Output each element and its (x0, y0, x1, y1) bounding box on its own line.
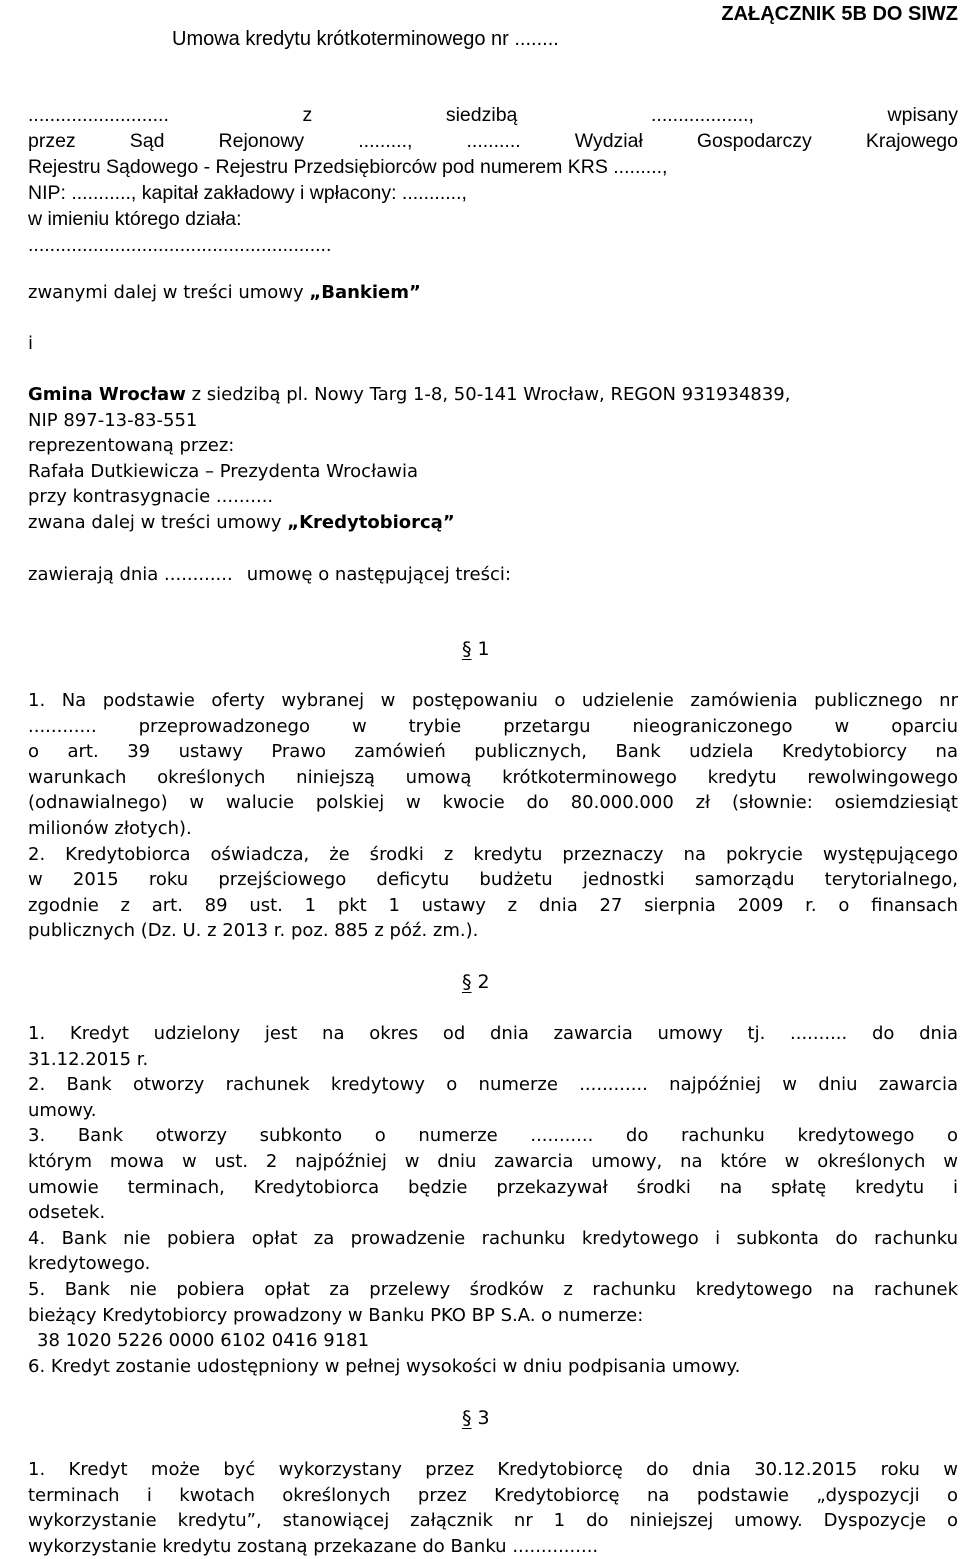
annex-heading: ZAŁĄCZNIK 5B DO SIWZ (721, 3, 958, 25)
item-text: ............ przeprowadzonego w trybie przetargu nieograniczonego w oparciu (28, 715, 958, 737)
section-3-body (28, 1457, 958, 1559)
item-text: Kredyt udzielony jest na okres od dnia zawarcia umowy tj. .......... do dnia (69, 1023, 958, 1044)
item-text: publicznych (Dz. U. z 2013 r. poz. 885 z póź. zm.). (28, 920, 479, 942)
section-heading (462, 970, 490, 994)
item-text: bieżący Kredytobiorcy prowadzony w Banku PKO BP S.A. o numerze: (28, 1304, 644, 1326)
item-text: kredytowego. (28, 1253, 151, 1275)
conclusion-right: umowę o następującej treści: (246, 564, 511, 585)
item-text: Kredyt może być wykorzystany przez Kredytobiorcę do dnia 30.12.2015 roku w (68, 1459, 958, 1480)
account-number: 38 1020 5226 0000 6102 0416 9181 (37, 1330, 370, 1352)
section-heading (462, 637, 490, 661)
list-item (28, 1021, 958, 1072)
list-item (28, 1457, 958, 1559)
section-number: 1 (477, 638, 490, 660)
item-number: 5. (28, 1278, 46, 1300)
item-text: zgodnie z art. 89 ust. 1 pkt 1 ustawy z dnia 27 sierpnia 2009 r. o finansach (28, 894, 958, 916)
item-text: Bank otworzy subkonto o numerze ........... do rachunku kredytowego o (77, 1125, 958, 1147)
section-heading (462, 1406, 490, 1430)
borrower-line: Rafała Dutkiewicza – Prezydenta Wrocławia (28, 460, 418, 482)
item-number: 1. (28, 1023, 46, 1044)
list-item (28, 1072, 958, 1123)
item-text: w 2015 roku przejściowego deficytu budżetu jednostki samorządu terytorialnego, (28, 869, 958, 891)
section-number: 2 (477, 971, 490, 993)
item-number: 4. (28, 1227, 46, 1249)
borrower-line: NIP 897-13-83-551 (28, 409, 198, 431)
bank-line: ........................................................ (28, 234, 332, 256)
item-text: o art. 39 ustawy Prawo zamówień publicznych, Bank udziela Kredytobiorcy na (28, 741, 958, 763)
item-text: Kredyt zostanie udostępniony w pełnej wysokości w dniu podpisania umowy. (50, 1355, 741, 1377)
borrower-name: Gmina Wrocław (28, 384, 186, 405)
bank-line: przez Sąd Rejonowy ........., .......... Wydział Gospodarczy Krajowego (28, 130, 958, 152)
borrower-called-name: „Kredytobiorcą” (287, 511, 455, 533)
item-text: (odnawialnego) w walucie polskiej w kwocie do 80.000.000 zł (słownie: osiemdziesiąt (28, 792, 958, 814)
bank-line: Rejestru Sądowego - Rejestru Przedsiębiorców pod numerem KRS ........., (28, 156, 668, 178)
bank-line: w imieniu którego działa: (28, 208, 242, 230)
item-text: Bank nie pobiera opłat za prowadzenie rachunku kredytowego i subkonta do rachunku (61, 1227, 958, 1249)
bank-line: .......................... z siedzibą .................., wpisany (28, 104, 958, 126)
item-text: wykorzystanie kredytu zostaną przekazane do Banku ............... (28, 1535, 599, 1557)
section-symbol: § (462, 638, 472, 660)
conclusion-left: zawierają dnia ............ (28, 564, 233, 585)
item-text: 31.12.2015 r. (28, 1048, 149, 1070)
bank-party (28, 102, 958, 258)
list-item (28, 1277, 958, 1354)
item-text: Bank nie pobiera opłat za przelewy środków z rachunku kredytowego na rachunek (64, 1278, 958, 1300)
borrower-line: przy kontrasygnacie .......... (28, 486, 274, 508)
item-number: 6. (28, 1355, 46, 1377)
item-text: którym mowa w ust. 2 najpóźniej w dniu zawarcia umowy, na które w określonych w (28, 1150, 958, 1172)
list-item (28, 842, 958, 944)
conjunction: i (28, 333, 34, 354)
item-text: odsetek. (28, 1202, 106, 1224)
item-text: Kredytobiorca oświadcza, że środki z kredytu przeznaczy na pokrycie występującego (65, 843, 958, 865)
item-text: Na podstawie oferty wybranej w postępowaniu o udzielenie zamówienia publicznego nr (61, 690, 958, 711)
item-text: milionów złotych). (28, 817, 192, 839)
item-text: wykorzystanie kredytu”, stanowiącej załącznik nr 1 do niniejszej umowy. Dyspozycje o (28, 1510, 958, 1532)
item-text: terminach i kwotach określonych przez Kredytobiorcę na podstawie „dyspozycji o (28, 1484, 958, 1506)
section-1-body (28, 688, 958, 944)
list-item (28, 1354, 958, 1380)
item-number: 2. (28, 1074, 46, 1096)
borrower-line: z siedzibą pl. Nowy Targ 1-8, 50-141 Wrocław, REGON 931934839, (185, 384, 791, 405)
section-2-body (28, 1021, 958, 1379)
section-symbol: § (462, 971, 472, 993)
bank-called-name: „Bankiem” (309, 282, 421, 303)
list-item (28, 1226, 958, 1277)
section-symbol: § (462, 1407, 472, 1429)
borrower-called-prefix: zwana dalej w treści umowy (28, 511, 288, 533)
contract-title: Umowa kredytu krótkoterminowego nr ........ (172, 28, 559, 50)
item-number: 1. (28, 690, 46, 711)
borrower-party (28, 382, 958, 536)
item-text: umowy. (28, 1099, 97, 1121)
bank-called-prefix: zwanymi dalej w treści umowy (28, 282, 310, 303)
bank-line: NIP: ..........., kapitał zakładowy i wpłacony: ..........., (28, 182, 467, 204)
item-number: 2. (28, 843, 46, 865)
bank-called (28, 280, 958, 306)
item-number: 1. (28, 1459, 46, 1480)
item-text: Bank otworzy rachunek kredytowy o numerze ............ najpóźniej w dniu zawarcia (66, 1074, 958, 1096)
item-text: umowie terminach, Kredytobiorca będzie przekazywał środki na spłatę kredytu i (28, 1176, 958, 1198)
list-item (28, 688, 958, 842)
list-item (28, 1123, 958, 1225)
section-number: 3 (477, 1407, 490, 1429)
borrower-line: reprezentowaną przez: (28, 435, 235, 457)
conclusion (28, 562, 958, 588)
item-text: warunkach określonych niniejszą umową krótkoterminowego kredytu rewolwingowego (28, 766, 958, 788)
item-number: 3. (28, 1125, 46, 1147)
